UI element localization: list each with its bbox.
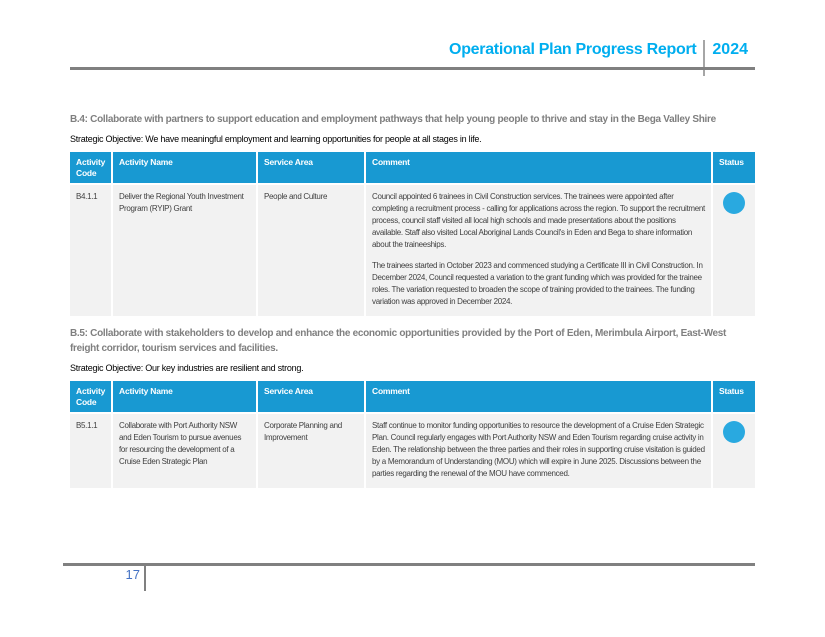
header-rule [70, 67, 755, 70]
section-b4 [70, 112, 755, 316]
strategic-objective: Strategic Objective: We have meaningful employment and learning opportunities for people at all stages in life. [70, 134, 482, 144]
column-header-activity-code: Activity Code [70, 381, 113, 412]
column-header-activity-code: Activity Code [70, 152, 113, 183]
column-header-activity-name: Activity Name [113, 152, 258, 183]
report-title: Operational Plan Progress Report [449, 41, 697, 58]
status-indicator-circle [723, 421, 745, 443]
column-header-activity-name: Activity Name [113, 381, 258, 412]
comment-paragraph: Council appointed 6 trainees in Civil Construction services. The trainees were appointed after completing a recruitment process - calling for applications across the region. To support the recruitment process, council staff visited all local high schools and made presentations about the positions available. Staff also visited Local Aboriginal Lands Council's in Eden and Bega to share information about the traineeships. [372, 192, 705, 249]
section-heading: B.5: Collaborate with stakeholders to develop and enhance the economic opportunities provided by the Port of Eden, Merimbula Airport, East-West freight corridor, tourism services and facilities. [70, 328, 727, 354]
report-year: 2024 [712, 41, 748, 58]
page-content [70, 112, 755, 488]
cell-comment [366, 183, 713, 316]
cell-status [713, 412, 755, 488]
page-number: 17 [125, 567, 140, 582]
activity-table-b4 [70, 152, 755, 316]
cell-service-area: People and Culture [258, 183, 366, 316]
column-header-comment: Comment [366, 381, 713, 412]
cell-comment [366, 412, 713, 488]
strategic-objective: Strategic Objective: Our key industries are resilient and strong. [70, 363, 304, 373]
footer-divider-line [144, 563, 146, 591]
section-heading: B.4: Collaborate with partners to support education and employment pathways that help young people to thrive and stay in the Bega Valley Shire [70, 114, 716, 125]
column-header-status: Status [713, 152, 755, 183]
page-header [70, 41, 755, 59]
cell-activity-name: Deliver the Regional Youth Investment Program (RYIP) Grant [113, 183, 258, 316]
table-row [70, 412, 755, 488]
cell-activity-name: Collaborate with Port Authority NSW and Eden Tourism to pursue avenues for resourcing the development of a Cruise Eden Strategic Plan [113, 412, 258, 488]
cell-status [713, 183, 755, 316]
activity-table-b5 [70, 381, 755, 488]
table-row [70, 183, 755, 316]
status-indicator-circle [723, 192, 745, 214]
column-header-comment: Comment [366, 152, 713, 183]
table-header-row [70, 381, 755, 412]
column-header-service-area: Service Area [258, 381, 366, 412]
table-header-row [70, 152, 755, 183]
cell-service-area: Corporate Planning and Improvement [258, 412, 366, 488]
section-b5 [70, 326, 755, 488]
column-header-status: Status [713, 381, 755, 412]
comment-paragraph: Staff continue to monitor funding opportunities to resource the development of a Cruise Eden Strategic Plan. Council regularly engages with Port Authority NSW and Eden Tourism regarding cruise activity in Eden. The relationship between the three parties and their roles in supporting cruise visitation is guided by a Memorandum of Understanding (MOU) which will expire in June 2025. Discussions between the parties regarding the renewal of the MOU have commenced. [372, 421, 705, 478]
header-divider-line [703, 40, 705, 76]
cell-activity-code: B5.1.1 [70, 412, 113, 488]
footer-rule [63, 563, 755, 566]
column-header-service-area: Service Area [258, 152, 366, 183]
comment-paragraph: The trainees started in October 2023 and commenced studying a Certificate III in Civil Construction. In December 2024, Council requested a variation to the grant funding which was provided for the trainee roles. The variation requested to broaden the scope of training provided to the trainees. The funding variation was approved in December 2024. [372, 261, 703, 306]
cell-activity-code: B4.1.1 [70, 183, 113, 316]
